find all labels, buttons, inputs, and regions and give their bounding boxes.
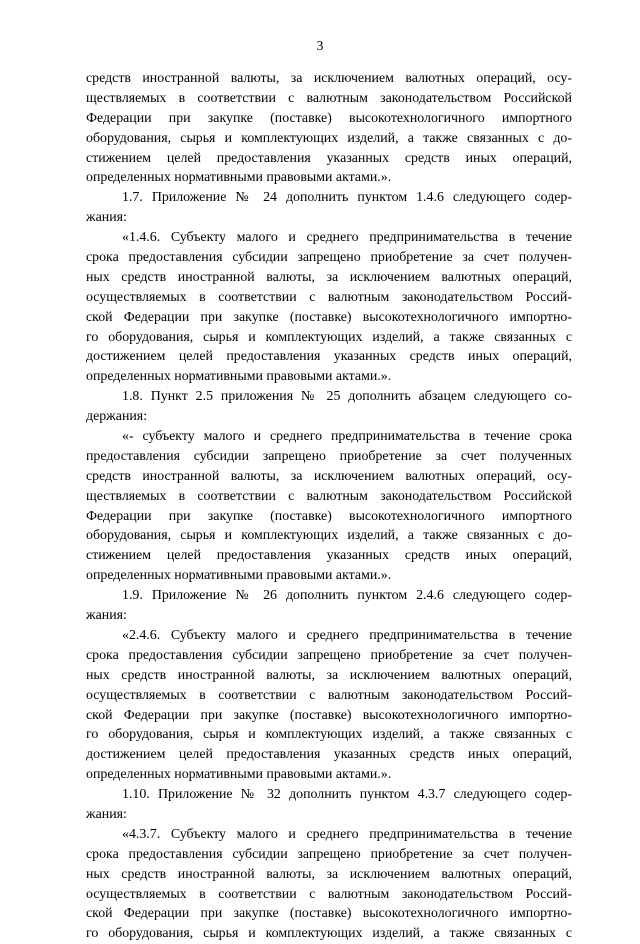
text-line: срока предоставления субсидии запрещено приобретение за счет получен- [86, 846, 572, 862]
text-line: держания: [86, 409, 148, 425]
text-line: 1.8. Пункт 2.5 приложения № 25 дополнить абзацем следующего со- [122, 389, 572, 405]
text-line: ской Федерации при закупке (поставке) высокотехнологичного импортно- [86, 906, 572, 922]
text-line: «1.4.6. Субъекту малого и среднего предпринимательства в течение [122, 230, 572, 246]
text-line: Федерации при закупке (поставке) высокотехнологичного импортного [86, 508, 572, 524]
text-line: жания: [86, 608, 127, 624]
text-line: стижением целей предоставления указанных средств иных операций, [86, 548, 572, 564]
text-line: го оборудования, сырья и комплектующих изделий, а также связанных с [86, 329, 572, 345]
text-line: осуществляемых в соответствии с валютным законодательством Россий- [86, 289, 572, 305]
text-line: Федерации при закупке (поставке) высокотехнологичного импортного [86, 110, 572, 126]
text-line: жания: [86, 210, 127, 226]
text-line: жания: [86, 806, 127, 822]
text-line: ных средств иностранной валюты, за исключением валютных операций, [86, 866, 572, 882]
text-line: 1.10. Приложение № 32 дополнить пунктом 4.3.7 следующего содер- [122, 787, 572, 803]
page-number: 3 [316, 38, 324, 53]
text-line: оборудования, сырья и комплектующих изделий, а также связанных с до- [86, 528, 572, 544]
text-line: срока предоставления субсидии запрещено приобретение за счет получен- [86, 250, 572, 266]
text-line: осуществляемых в соответствии с валютным законодательством Россий- [86, 687, 572, 703]
text-line: ных средств иностранной валюты, за исключением валютных операций, [86, 667, 572, 683]
text-line: предоставления субсидии запрещено приобретение за счет полученных [86, 448, 572, 464]
text-line: оборудования, сырья и комплектующих изделий, а также связанных с до- [86, 130, 572, 146]
text-line: 1.7. Приложение № 24 дополнить пунктом 1.4.6 следующего содер- [122, 190, 572, 206]
text-line: определенных нормативными правовыми актами.». [86, 568, 392, 584]
text-line: 1.9. Приложение № 26 дополнить пунктом 2.4.6 следующего содер- [122, 588, 572, 604]
text-line: достижением целей предоставления указанных средств иных операций, [86, 747, 572, 763]
text-line: «- субъекту малого и среднего предпринимательства в течение срока [122, 429, 572, 445]
text-line: определенных нормативными правовыми актами.». [86, 767, 392, 783]
text-line: стижением целей предоставления указанных средств иных операций, [86, 150, 572, 166]
text-line: средств иностранной валюты, за исключением валютных операций, осу- [86, 468, 572, 484]
text-line: определенных нормативными правовыми актами.». [86, 369, 392, 385]
text-line: «4.3.7. Субъекту малого и среднего предпринимательства в течение [122, 826, 572, 842]
text-line: ществляемых в соответствии с валютным законодательством Российской [86, 90, 572, 106]
text-line: «2.4.6. Субъекту малого и среднего предпринимательства в течение [122, 627, 572, 643]
text-line: ской Федерации при закупке (поставке) высокотехнологичного импортно- [86, 309, 572, 325]
text-line: го оборудования, сырья и комплектующих изделий, а также связанных с [86, 926, 572, 942]
text-line: достижением целей предоставления указанных средств иных операций, [86, 349, 572, 365]
text-line: определенных нормативными правовыми актами.». [86, 170, 392, 186]
text-line: го оборудования, сырья и комплектующих изделий, а также связанных с [86, 727, 572, 743]
text-line: ных средств иностранной валюты, за исключением валютных операций, [86, 269, 572, 285]
document-body [86, 69, 572, 944]
text-line: ществляемых в соответствии с валютным законодательством Российской [86, 488, 572, 504]
text-line: средств иностранной валюты, за исключением валютных операций, осу- [86, 71, 572, 86]
text-line: ской Федерации при закупке (поставке) высокотехнологичного импортно- [86, 707, 572, 723]
text-line: осуществляемых в соответствии с валютным законодательством Россий- [86, 886, 572, 902]
text-line: срока предоставления субсидии запрещено приобретение за счет получен- [86, 647, 572, 663]
